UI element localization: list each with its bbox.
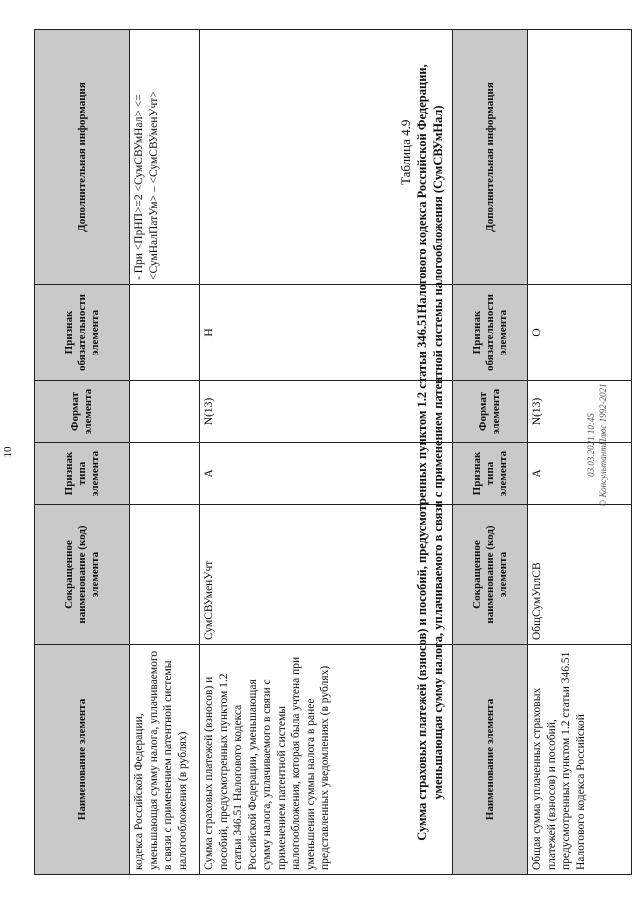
element-type-cell: А xyxy=(528,443,632,505)
element-format-cell xyxy=(130,381,200,443)
header-cell: Формат элемента xyxy=(453,381,528,443)
element-required-cell xyxy=(130,285,200,381)
element-required-cell: О xyxy=(528,285,632,381)
header-cell: Дополнительная информация xyxy=(35,30,130,285)
table-row xyxy=(528,30,632,875)
page-number: 10 xyxy=(2,446,14,458)
header-cell: Сокращенное наименование (код) элемента xyxy=(35,505,130,645)
element-info-cell xyxy=(528,30,632,285)
footer-source: © КонсультантПлюс 1992-2021 xyxy=(598,383,608,507)
header-cell: Сокращенное наименование (код) элемента xyxy=(453,505,528,645)
table-caption-line-2: уменьшающая сумму налога, уплачиваемого в связи с применением патентной системы налогообложения (СумСВУмНал) xyxy=(431,105,445,800)
header-cell: Наименование элемента xyxy=(453,645,528,875)
element-required-cell: Н xyxy=(200,285,454,381)
table-header-row xyxy=(35,30,130,875)
header-cell: Признак обязательности элемента xyxy=(35,285,130,381)
table-row xyxy=(130,30,200,875)
header-cell: Признак обязательности элемента xyxy=(453,285,528,381)
element-info-cell: - При <ПрНП>=2 <СумСВУмНал> <= <СумНалПатУм> – <СумСВУменУчт> xyxy=(130,30,200,285)
element-type-cell xyxy=(130,443,200,505)
table-label: Таблица 4.9 xyxy=(398,119,413,185)
element-format-cell: N(13) xyxy=(528,381,632,443)
header-cell: Признак типа элемента xyxy=(35,443,130,505)
element-name-cell: кодекса Российской Федерации, уменьшающая сумму налога, уплачиваемого в связи с применением патентной системы налогообложения (в рублях) xyxy=(130,645,200,875)
element-name-cell: Сумма страховых платежей (взносов) и пособий, предусмотренных пунктом 1.2 статьи 346.51 Налогового кодекса Российской Федерации, уменьшающая сумму налога, уплачиваемого в связи с применением патентной системы налогообложения, которая была учтена при уменьшении суммы налога в ранее представленных уведомлениях (в рублях) xyxy=(200,645,454,875)
element-format-cell: N(13) xyxy=(200,381,454,443)
element-code-cell: ОбщСумУплСВ xyxy=(528,505,632,645)
element-code-cell: СумСВУменУчт xyxy=(200,505,454,645)
header-cell: Признак типа элемента xyxy=(453,443,528,505)
element-code-cell xyxy=(130,505,200,645)
element-type-cell: А xyxy=(200,443,454,505)
element-name-cell: Общая сумма уплаченных страховых платежей (взносов) и пособий, предусмотренных пунктом 1.2 статьи 346.51 Налогового кодекса Российской xyxy=(528,645,632,875)
header-cell: Наименование элемента xyxy=(35,645,130,875)
table-caption-line-1: Сумма страховых платежей (взносов) и пособий, предусмотренных пунктом 1.2 статьи 346.51Налогового кодекса Российской Федерации, xyxy=(415,64,429,841)
footer-timestamp: 03.03.2021 10:45 xyxy=(586,413,596,477)
header-cell: Дополнительная информация xyxy=(453,30,528,285)
table-header-row xyxy=(453,30,528,875)
header-cell: Формат элемента xyxy=(35,381,130,443)
table-continuation xyxy=(34,29,454,875)
